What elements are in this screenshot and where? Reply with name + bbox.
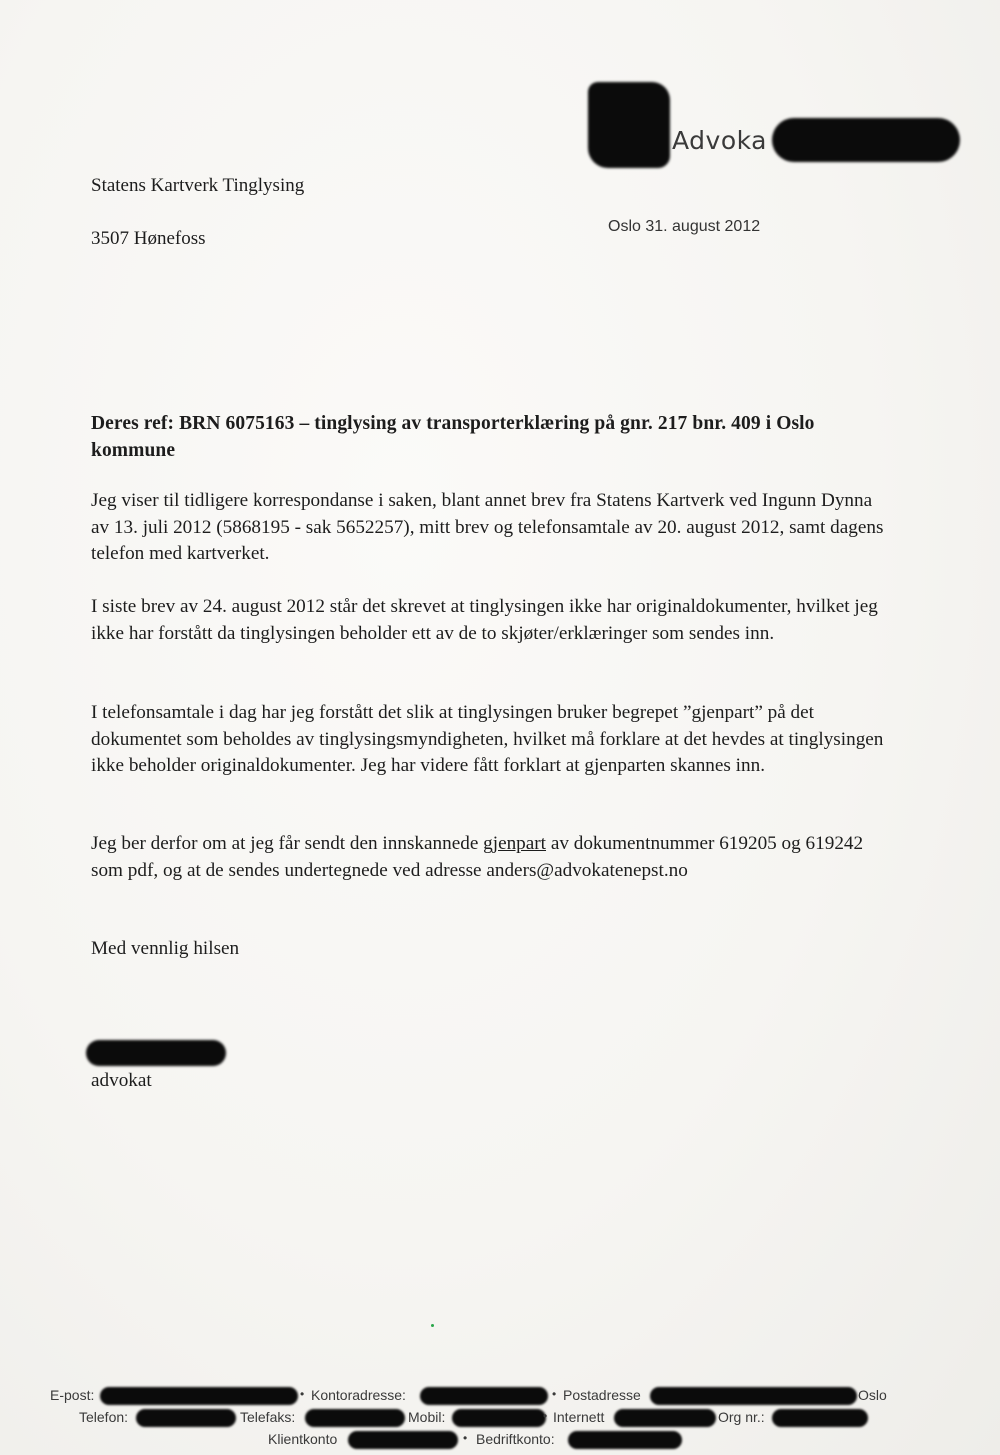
footer-orgnr-label: Org nr.: (718, 1409, 765, 1425)
footer-klientkonto-label: Klientkonto (268, 1431, 338, 1447)
green-dot (431, 1324, 434, 1327)
footer-separator: • (300, 1387, 305, 1401)
footer-internett-label: Internett (553, 1409, 605, 1425)
redacted-telefaks (305, 1409, 405, 1427)
footer-row-2 (0, 1409, 1000, 1429)
redacted-signature-name (86, 1040, 226, 1066)
redacted-internett (614, 1409, 716, 1427)
body-paragraph-3: I telefonsamtale i dag har jeg forstått det slik at tinglysingen bruker begrepet ”gjenpart” på det dokumentet som beholdes av tinglysingsmyndigheten, hvilket må forklare at det hevdes at tinglysingen ikke beholder originaldokumenter. Jeg har videre fått forklart at gjenparten skannes inn. (91, 702, 884, 776)
redacted-telefon (136, 1409, 236, 1427)
footer-row-1 (0, 1387, 1000, 1407)
letter-date: Oslo 31. august 2012 (608, 218, 761, 235)
recipient-name: Statens Kartverk Tinglysing (91, 175, 305, 196)
redacted-logo (588, 82, 670, 168)
footer-row-3 (0, 1431, 1000, 1451)
body-paragraph-1: Jeg viser til tidligere korrespondanse i saken, blant annet brev fra Statens Kartverk ved Ingunn Dynna av 13. juli 2012 (5868195 - sak 5652257), mitt brev og telefonsamtale av 20. august 2012, samt dagens telefon med kartverket. (91, 490, 884, 564)
footer-telefon-label: Telefon: (79, 1409, 129, 1425)
redacted-kontoradresse (420, 1387, 548, 1405)
p4-text-end: av dokumentnummer 619205 og 619242 som pdf, og at de sendes undertegnede ved adresse anders@advokatenepst.no (91, 833, 864, 881)
signature-title: advokat (91, 1070, 152, 1091)
body-paragraph-2: I siste brev av 24. august 2012 står det skrevet at tinglysingen ikke har originaldokumenter, hvilket jeg ikke har forstått da tinglysingen beholder ett av de to skjøter/erklæringer som sendes inn. (91, 596, 878, 644)
footer-telefaks-label: Telefaks: (240, 1409, 296, 1425)
footer-bedriftkonto-label: Bedriftkonto: (476, 1431, 555, 1447)
footer-separator: • (463, 1431, 468, 1445)
closing-greeting: Med vennlig hilsen (91, 938, 240, 959)
redacted-postadresse (650, 1387, 857, 1405)
footer-separator: • (552, 1387, 557, 1401)
p4-text-start: Jeg ber derfor om at jeg får sendt den innskannede (91, 833, 484, 854)
recipient-city: 3507 Hønefoss (91, 228, 206, 249)
redacted-bedriftkonto (568, 1431, 682, 1449)
p4-underlined-word: gjenpart (483, 833, 547, 854)
redacted-klientkonto (348, 1431, 458, 1449)
redacted-orgnr (772, 1409, 868, 1427)
footer-mobil-label: Mobil: (408, 1409, 446, 1425)
footer-postadresse-label: Postadresse (563, 1387, 641, 1403)
body-paragraph-4 (91, 831, 891, 884)
redacted-firm-name (772, 118, 960, 162)
footer-city: Oslo (858, 1387, 887, 1403)
redacted-epost (100, 1387, 298, 1405)
redacted-mobil (452, 1409, 546, 1427)
footer-epost-label: E-post: (50, 1387, 95, 1403)
subject-line: Deres ref: BRN 6075163 – tinglysing av transporterklæring på gnr. 217 bnr. 409 i Oslo kommune (91, 413, 815, 461)
firm-name: Advoka (672, 126, 767, 155)
footer-separator: • (543, 1409, 548, 1423)
footer-kontoradresse-label: Kontoradresse: (311, 1387, 406, 1403)
